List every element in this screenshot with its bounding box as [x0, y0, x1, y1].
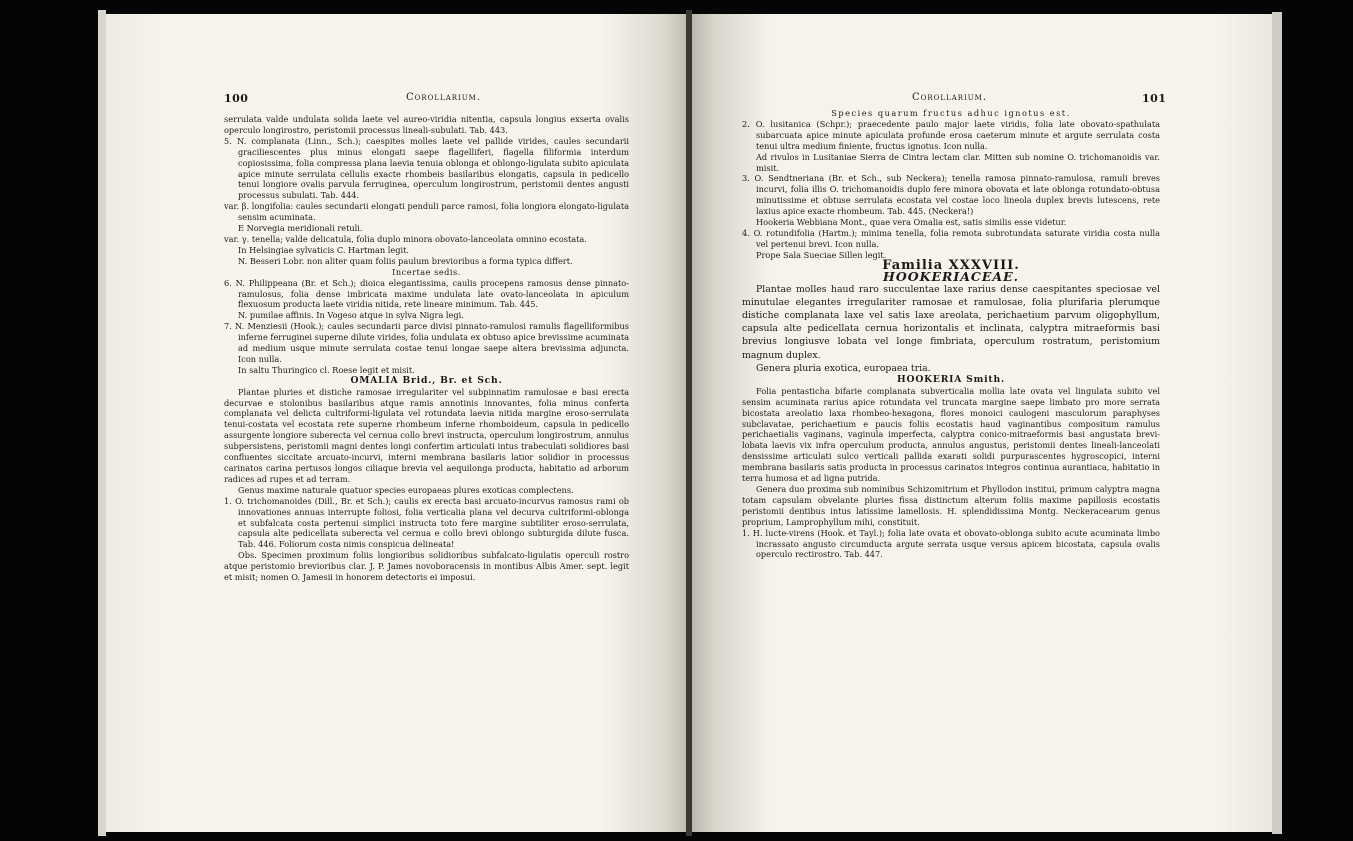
locality: Prope Sala Sueciae Sillen legit.: [756, 249, 887, 260]
paragraph: Genera pluria exotica, europaea tria.: [756, 362, 931, 374]
left-page-body: [224, 114, 629, 583]
species-entry: 6. N. Philippeana (Br. et Sch.); dioica elegantissima, caulis procepens ramosus dense pinnato-ramulosus, folia dense imbricata maxime undulata late ovato-lanceolata in apiculum flexuosum producta laete viridia nitida, rete lineare minimum. Tab. 445.: [224, 277, 629, 310]
page-number-right: 101: [1142, 92, 1167, 105]
locality: E Norvegia meridionali retuli.: [238, 223, 363, 234]
observation: Obs. Specimen proximum foliis longioribus solidioribus subfalcato-ligulatis operculi rostro atque peristomio brevioribus clar. J. P. James novoboracensis in montibus Albis Amer. sept. legit et misit; nomen O. Jamesii in honorem detectoris ei imposui.: [224, 550, 629, 583]
section-heading: Incertae sedis.: [392, 266, 461, 277]
variety-entry: var. γ. tenella; valde delicatula, folia duplo minora obovato-lanceolata omnino ecostata.: [224, 233, 587, 244]
locality: In Helsingiae sylvaticis C. Hartman legit.: [238, 244, 410, 255]
species-entry: 2. O. lusitanica (Schpr.); praecedente paulo major laete viridis, folia late obovato-spathulata subarcuata apice minute apiculata profunde erosa caeterum minute et argute serrulata costa tenui ultra medium finiente, fructus ignotus. Icon nulla.: [742, 118, 1160, 151]
paragraph: Genus maxime naturale quatuor species europaeas plures exoticas complectens.: [238, 484, 574, 495]
note: N. Besseri Lobr. non aliter quam foliis paulum brevioribus a forma typica differt.: [238, 255, 573, 266]
genus-heading: OMALIA Brid., Br. et Sch.: [350, 374, 503, 386]
book-spine: [686, 10, 692, 836]
family-name: HOOKERIACEAE.: [883, 268, 1019, 284]
family-description: Plantae molles haud raro succulentae laxe rarius dense caespitantes speciosae vel minutulae elegantes irregulariter ramosae et ramulosae, folia plurifaria plerumque distiche complanata laxe vel satis laxe areolata, perichaetium parvum oligophyllum, capsula alte pedicellata cernua horizontalis et inclinata, calyptra mitraeformis basi brevius longiusve lobata vel longe fimbriata, operculum rostratum, peristomium magnum duplex.: [742, 283, 1160, 361]
right-page-body: [742, 108, 1160, 560]
genus-description: Folia pentasticha bifarie complanata subverticalia mollia late ovata vel lingulata subito vel sensim acuminata rarius apice rotundata vel truncata margine saepe limbato pro more serrata bicostata areolatio laxa rhombeo-hexagona, flores monoici caulogeni masculorum paraphyses subclavatae, perichaetium e paucis foliis ecostatis haud vaginantibus compositum ramulus perichaetialis vaginans, vaginula imperfecta, calyptra conico-mitraeformis basi angustata brevi-lobata laevis vix infra operculum producta, annulus angustus, peristomii dentes lineali-lanceolati densissime articulati sulco verticali pallida exarati solidi purpurascentes hygroscopici, interni membrana basilaris satis producta in processus carinatos integros continua aurantiaca, habitatio in terra humosa et ad ligna putrida.: [742, 385, 1160, 484]
paragraph: Genera duo proxima sub nominibus Schizomitrium et Phyllodon institui, primum calyptra magna totam capsulam obvelante pluries fissa distinctum alterum foliis maxime papillosis ecostatis peristomii dentibus intus latissime lamellosis. H. splendidissima Montg. Neckeracearum genus proprium, Lamprophyllum mihi, constituit.: [742, 483, 1160, 527]
species-entry: 1. H. lucte-virens (Hook. et Tayl.); folia late ovata et obovato-oblonga subito acute acuminata limbo incrassato angusto circumducta argute serrata usque versus apicem bicostata, capsula ovalis operculo rectirostro. Tab. 447.: [742, 527, 1160, 560]
note: N. pumilae affinis. In Vogeso atque in sylva Nigra legi.: [238, 310, 464, 321]
species-entry: 3. O. Sendtneriana (Br. et Sch., sub Neckera); tenella ramosa pinnato-ramulosa, ramuli breves incurvi, folia illis O. trichomanoidis duplo fere minora obovata et late oblonga rotundato-obtusa minutissime et obtuse serrulata ecostata vel costae loco lineola duplex brevis lutescens, rete laxius apice exacte rhombeum. Tab. 445. (Neckera!): [742, 173, 1160, 217]
running-title-left: Corollarium.: [406, 92, 482, 103]
left-page-edge: [98, 10, 106, 836]
genus-heading: HOOKERIA Smith.: [897, 373, 1005, 385]
running-title-right: Corollarium.: [912, 92, 988, 103]
paragraph: serrulata valde undulata solida laete vel aureo-viridia nitentia, capsula longius exserta ovalis operculo longirostro, peristomii processus lineali-subulati. Tab. 443.: [224, 114, 629, 135]
note: Hookeria Webbiana Mont., quae vera Omalia est, satis similis esse videtur.: [756, 217, 1067, 228]
species-entry: 5. N. complanata (Linn., Sch.); caespites molles laete vel pallide virides, caules secundarii graciliescentes plus minus elongati saepe flagelliferi, flagella filiformia interdum copiosissima, folia compressa plana laevia tenuia oblonga et oblongo-ligulata subito apiculata apice minute serrulata cellulis exacte rhombeis basilaribus elongatis, capsula in pedicello tenui longiore ovalis parvula ferruginea, operculum longirostrum, peristomii dentes angusti processus subulati. Tab. 444.: [224, 135, 629, 201]
page-number-left: 100: [224, 92, 249, 105]
species-entry: 4. O. rotundifolia (Hartm.); minima tenella, folia remota subrotundata saturate viridia costa nulla vel pertenui brevi. Icon nulla.: [742, 227, 1160, 249]
locality: In saltu Thuringico cl. Roese legit et misit.: [238, 364, 415, 375]
species-entry: 7. N. Menziesii (Hook.); caules secundarii parce divisi pinnato-ramulosi ramulis flagelliformibus inferne ferruginei superne dilute virides, folia undulata ex obtuso apice brevissime acuminata ad medium usque minute serrulata costae tenui longae saepe altera brevissima adjuncta. Icon nulla.: [224, 321, 629, 364]
locality: Ad rivulos in Lusitaniae Sierra de Cintra lectam clar. Mitten sub nomine O. trichomanoidis var. misit.: [756, 151, 1160, 173]
section-heading: Species quarum fructus adhuc ignotus est.: [831, 108, 1071, 118]
family-heading: Familia XXXVIII.: [882, 257, 1020, 273]
right-page-edge: [1272, 12, 1282, 834]
right-page: [690, 14, 1272, 832]
species-entry: 1. O. trichomanoides (Dill., Br. et Sch.); caulis ex erecta basi arcuato-incurvus ramosus rami ob innovationes annuas interrupte foliosi, folia verticalia plana vel decurva cultriformi-oblonga et subfalcata costa pertenui simplici instructa toto fere margine subtiliter eroso-serrulata, capsula alte pedicellata suberecta vel cernua e collo brevi oblongo subturgida dilute fusca. Tab. 446. Foliorum costa nimis conspicua delineata!: [224, 495, 629, 550]
genus-description: Plantae pluries et distiche ramosae irregulariter vel subpinnatim ramulosae e basi erecta decurvae e stolonibus basilaribus atque ramis annotinis innovantes, folia minus conferta complanata vel delicta cultriformi-ligulata vel rotundata laevia nitida margine eroso-serrulata tenui-costata vel ecostata rete superne rhombeum inferne rhomboideum, capsula in pedicello assurgente longiore suberecta vel cernua collo brevi instructa, operculum longirostrum, annulus subpersistens, peristomii magni dentes longi confertim articulati intus trabeculati solidiores basi confluentes siccitate arcuato-incurvi, interni membrana basilaris latior solidior in processus carinatos carina pertusos longos ciliaque brevia vel aequilonga producta, habitatio ad arborum radices ad rupes et ad terram.: [224, 386, 629, 484]
variety-entry: var. β. longifolia: caules secundarii elongati penduli parce ramosi, folia longiora elongato-ligulata sensim acuminata.: [224, 201, 629, 223]
left-page: [106, 14, 688, 832]
